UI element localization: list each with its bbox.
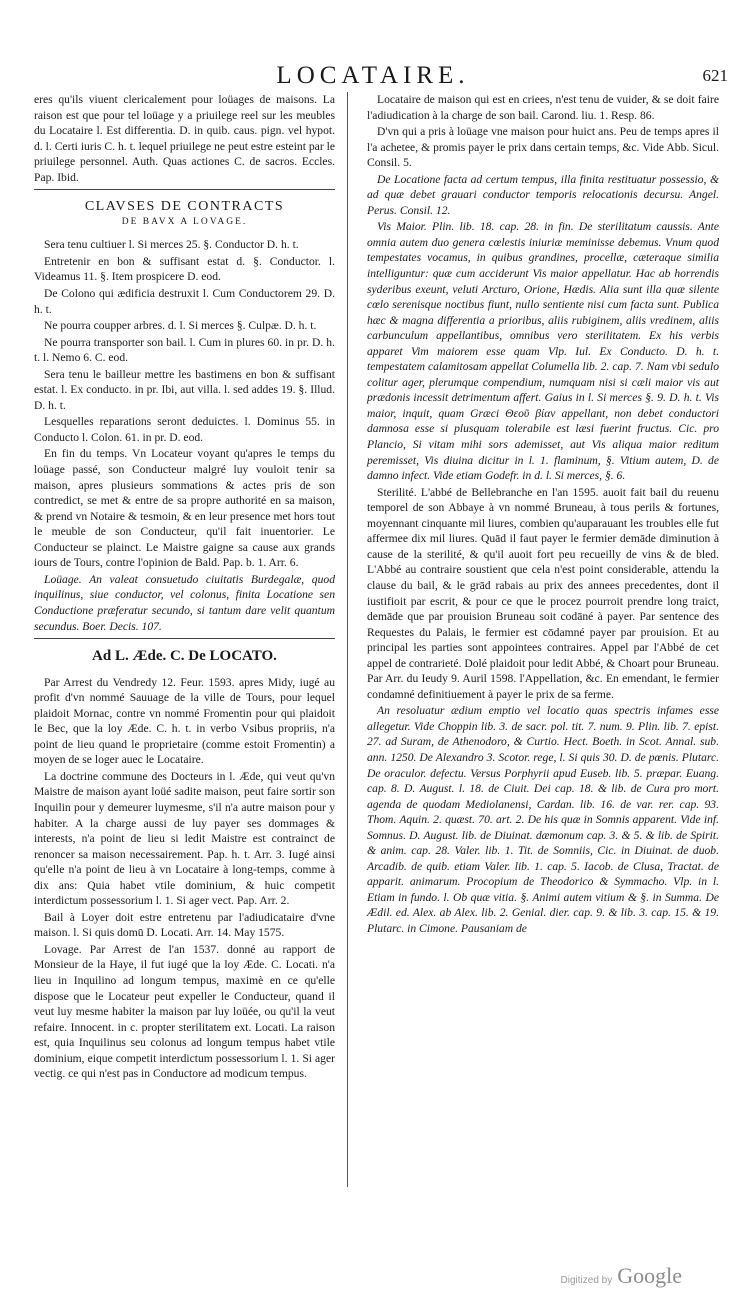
- paragraph: An resoluatur ædium emptio vel locatio quas spectris infames esse allegetur. Vide Choppin lib. 3. de sacr. pol. tit. 7. num. 9. Plin. lib. 7. epist. 27. ad Suram, de Athenodoro, & Curtio. Hect. Boeth. in Scot. Annal. sub. ann. 1250. De Alexandro 3. Scotor. rege, l. Si quis 30. D. de pœnis. Plutarc. De oraculor. defectu. Versus Porphyrii apud Euseb. lib. 5. præpar. Euang. cap. 8. D. August. l. 18. de Ciuit. Dei cap. 18. & lib. de Cura pro mort. agenda de quodam Mediolanensi, Cardan. lib. 16. de var. rer. cap. 93. Thom. Aquin. 2. quæst. 70. art. 2. De his quæ in Somnis apparent. Vide inf. Somnus. D. August. lib. de Diuinat. dæmonum cap. 3. & 5. & lib. de Spirit. & anim. cap. 28. Valer. lib. 1. Tit. de Somniis, Cic. in Diuinat. de duob. Arcadib. de quib. etiam Valer. lib. 1. cap. 5. Iacob. de Clusa, Tractat. de apparit. animarum. Procopium de Theodorico & Symmacho. Vlp. in l. Etiam in fundo. l. Ob quæ vitia. §. Animi autem vitium & §. in Summa. De Ædil. ed. Alex. ab Alex. lib. 2. Genial. dier. cap. 9. & lib. 3. cap. 15. & 19. Plutarc. in Cimone. Pausaniam de: [367, 704, 719, 935]
- running-head: LOCATAIRE.: [276, 62, 470, 89]
- right-column: [367, 92, 719, 938]
- paragraph: En fin du temps. Vn Locateur voyant qu'apres le temps du loüage passé, son Conducteur malgré luy vouloit tenir sa maison, apres plusieurs sommations & actes pris de son contredict, se met & entre de sa propre authorité en sa maison, & prend vn Notaire & tesmoin, & en leur presence met hors tout le meuble de son Conducteur, qu'il fait inuentorier. Le Conducteur se plainct. Le Maistre gaigne sa cause aux grands iours de Tours, contre l'opinion de Bald. Pap. b. 1. Arr. 6.: [34, 447, 335, 570]
- paragraph: De Colono qui ædificia destruxit l. Cum Conductorem 29. D. h. t.: [34, 287, 335, 316]
- column-divider: [347, 92, 348, 1187]
- section-heading: Ad L. Æde. C. De LOCATO.: [92, 648, 277, 665]
- watermark-prefix: Digitized by: [560, 1275, 613, 1286]
- digitization-watermark: [561, 1263, 682, 1289]
- paragraph: De Locatione facta ad certum tempus, illa finita restituatur possessio, & ad quæ debet grauari conductor temporis relocationis decursu. Angel. Perus. Consil. 12.: [367, 172, 719, 217]
- paragraph: Locataire de maison qui est en criees, n'est tenu de vuider, & se doit faire l'adiudication à la charge de son bail. Carond. liu. 1. Resp. 86.: [367, 93, 719, 122]
- paragraph: Par Arrest du Vendredy 12. Feur. 1593. apres Midy, iugé au profit d'vn nommé Sauuage de la ville de Tours, pour lequel plaidoit Mornac, contre vn nommé Fromentin pour qui plaidoit le Bec, que la loy Æde. C. h. t. in verbo Vsibus propriis, n'a point de lieu quand le proprietaire (comme estoit Fromentin) a moyen de se loger auec le Locataire.: [34, 675, 335, 767]
- paragraph: Lovage. Par Arrest de l'an 1537. donné au rapport de Monsieur de la Haye, il fut iugé que la loy Æde. C. Locati. n'a lieu in Inquilino ad longum tempus, maximè en ce qu'elle dispose que le Locateur peut expeller le Conducteur, quand il veut luy mesme habiter la maison par luy loüée, ou qu'il la veut refaire. Innocent. in c. propter sterilitatem ext. Locati. La raison est, quia Inquilinus seu colonus ad longum tempus habet vtile dominium, eique competit interdictum possessorium l. 1. Si ager vectig. ce qui n'est pas in Conductore ad modicum tempus.: [34, 942, 335, 1081]
- paragraph: Entretenir en bon & suffisant estat d. §. Conductor. l. Videamus 11. §. Item prospicere D. eod.: [34, 254, 335, 284]
- paragraph: Lesquelles reparations seront deduictes. l. Dominus 55. in Conducto l. Colon. 61. in pr. D. eod.: [34, 415, 335, 444]
- paragraph: Bail à Loyer doit estre entretenu par l'adiudicataire d'vne maison. l. Si quis domū D. Locati. Arr. 14. May 1575.: [34, 910, 335, 940]
- section-heading: CLAVSES DE CONTRACTS: [84, 199, 285, 215]
- divider: [34, 638, 335, 639]
- paragraph: Loüage. An valeat consuetudo ciuitatis Burdegalæ, quod inquilinus, siue conductor, vel colonus, finita Locatione sen Conductione præferatur secundo, si tantum dare velit quantum secundus. Boer. Decis. 107.: [34, 572, 335, 633]
- paragraph: Sterilité. L'abbé de Bellebranche en l'an 1595. auoit fait bail du reuenu temporel de son Abbaye à vn nommé Bruneau, à tous perils & fortunes, moyennant cinquante mil liures, combien qu'auparauant les troubles elle fut affermee dix mil liures. Quād il faut payer le fermier demāde diminution à cause de la sterilité, & qu'il auoit fort peu recueilly de vins & de bled. L'Abbé au contraire soustient que cela n'est point considerable, attendu la clause du bail, & le grād rabais au prix des annees precedentes, dont il iustifioit par escrit, & pour ce que le procez pourroit prendre long traict, demāde que par prouision Bruneau soit codāné à payer. Par sentence des Requestes du Palais, le fermier est cōdamné payer par prouision. Et au principal les parties sont appointees contraires. Appel par l'Abbé de cet appel de contrarieté. Dolé plaidoit pour ledit Abbé, & Choart pour Bruneau. Par Arr. du Ieudy 9. Auril 1598. l'Appellation, &c. En emendant, le fermier condamné definitiuement à payer le prix de sa ferme.: [367, 485, 719, 701]
- paragraph: La doctrine commune des Docteurs in l. Æde, qui veut qu'vn Maistre de maison ayant loüé sadite maison, peut faire sortir son Inquilin pour y demeurer luymesme, s'il n'a autre maison pour y habiter. A la charge aussi de luy payer ses dommages & interests, n'a point de lieu si ledit Maistre est contrainct de renoncer sa maison necessairement. Pap. h. t. Arr. 3. Iugé ainsi qu'elle n'a point de lieu à vn Locataire à long-temps, comme à dix ans: Quia habet vtile dominium, & huic competit interdictum possessorium l. 1. Si ager vect. Pap. Arr. 2.: [34, 769, 335, 908]
- left-column: [34, 92, 335, 1083]
- section-subheading: DE BAVX A LOVAGE.: [121, 216, 248, 227]
- paragraph: Ne pourra transporter son bail. l. Cum in plures 60. in pr. D. h. t. l. Nemo 6. C. eod.: [34, 335, 335, 365]
- page-number: 621: [702, 66, 728, 85]
- paragraph: eres qu'ils viuent clericalement pour loüages de maisons. La raison est que pour tel loüage y a priuilege reel sur les meubles du Locataire l. Est differentia. D. in quib. caus. pign. vel hypot. d. l. Certi iuris C. h. t. lequel priuilege ne peut estre esteint par le priuilege personnel. Auth. Quas actiones C. de sacros. Eccles. Pap. Ibid.: [34, 93, 335, 184]
- paragraph: Sera tenu cultiuer l. Si merces 25. §. Conductor D. h. t.: [44, 238, 299, 252]
- paragraph: Ne pourra coupper arbres. d. l. Si merces §. Culpæ. D. h. t.: [44, 319, 317, 333]
- google-logo: Google: [617, 1263, 682, 1288]
- divider: [34, 189, 335, 190]
- paragraph: Vis Maior. Plin. lib. 18. cap. 28. in fin. De sterilitatum caussis. Ante omnia autem duo genera cœlestis iniuriæ meminisse debemus. Vnum quod tempestates vocamus, in quibus grandines, procellæ, cæteraque similia intelliguntur: quæ cum acciderunt Vis maior appellatur. Hac ab horrendis syderibus exeunt, veluti Arcturo, Orione, Hædis. Alia sunt illa quæ silente cœlo serenisque noctibus fiunt, nullo sentiente nisi cum facta sunt. Publica hæc & magna differentia a prioribus, aliis rubiginem, aliis vredinem, aliis carbunculum appellantibus, omnibus vero sterilitatem. Ex his verbis apparet Vim maiorem esse quam Vlp. Iul. Ex Conducto. D. h. t. tempestatem calamitosam appellat Columella lib. 2. cap. 7. Nam vbi sedulo colitur ager, plerumque compendium, numquam nisi si cæli maior vis aut prædonis incessit detrimentum affert. Gaius in l. Si merces §. 9. D. h. t. Vis maior, inquit, quam Græci Θεοῦ βίαν appellant, non debet conductori damnosa esse si plusquam tolerabile est læsi fuerint fructus. Cic. pro Plancio, Si vitam mihi sors ademisset, aut Vis aliqua maior reditum peremisset, Vis diuina dicitur in l. 1. flaminum, §. Vitium autem, D. de damno infect. Vide etiam Godefr. in d. l. Si merces, §. 6.: [367, 220, 719, 483]
- paragraph: Sera tenu le bailleur mettre les bastimens en bon & suffisant estat. l. Ex conducto. in pr. Ibi, aut villa. l. sed addes 19. §. Illud. D. h. t.: [34, 367, 335, 412]
- paragraph: D'vn qui a pris à loüage vne maison pour huict ans. Peu de temps apres il l'a achetee, & promis payer le prix dans certain temps, &c. Vide Abb. Sicul. Consil. 5.: [367, 125, 719, 170]
